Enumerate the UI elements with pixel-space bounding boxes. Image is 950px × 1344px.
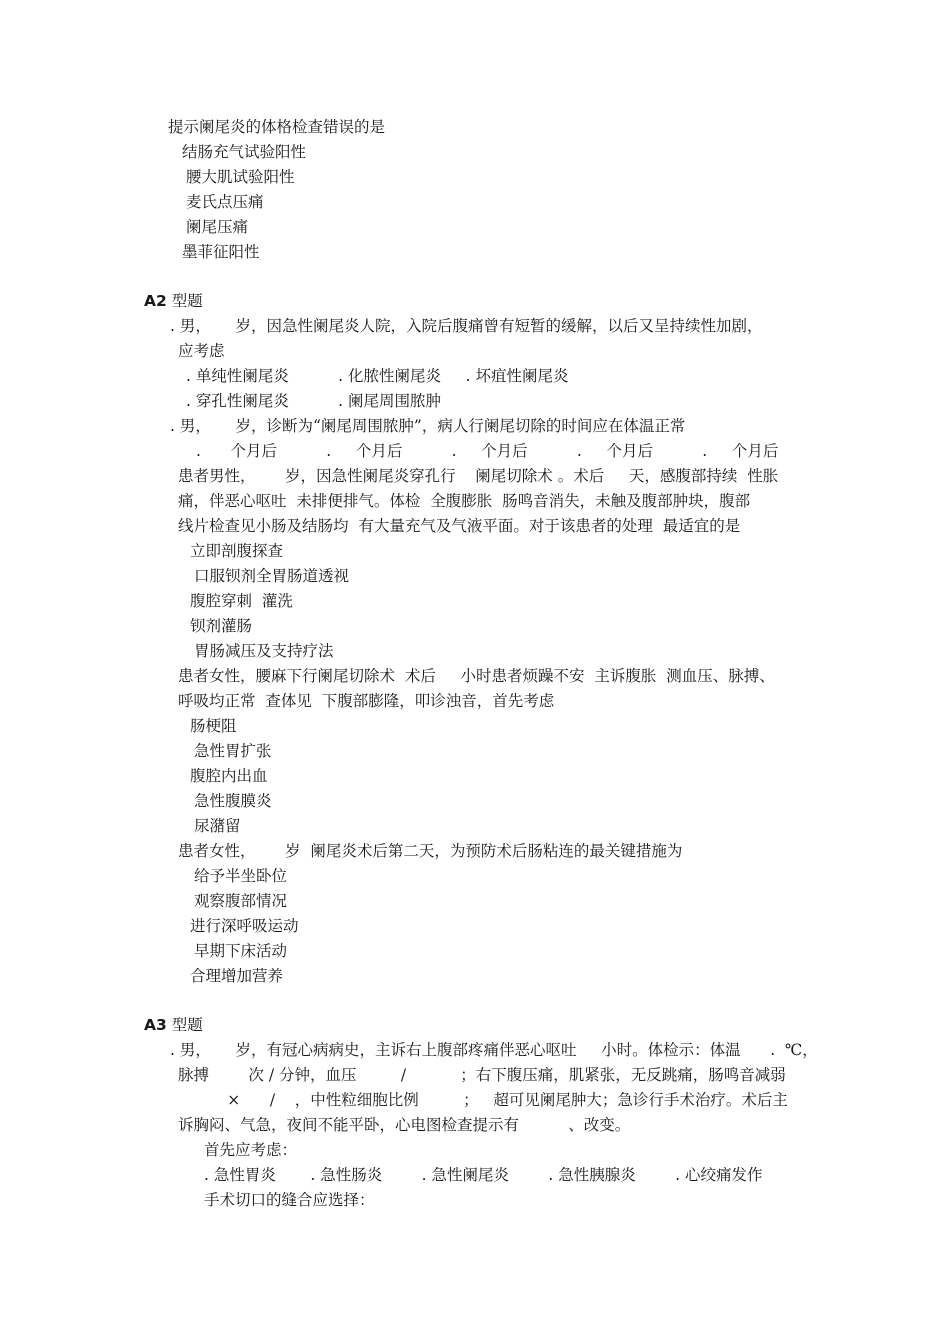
case-text: × / ，中性粒细胞比例 ； 超可见阑尾肿大；急诊行手术治疗。术后主 <box>178 1091 788 1109</box>
option-text: 结肠充气试验阳性 <box>182 143 307 161</box>
option-text: 腹腔内出血 <box>190 767 268 785</box>
question-stem: 患者男性， 岁，因急性阑尾炎穿孔行 阑尾切除术 。术后 天，感腹部持续 性胀 <box>178 467 779 485</box>
option-text: 口服钡剂全胃肠道透视 <box>194 567 350 585</box>
option-text: 观察腹部情况 <box>194 892 288 910</box>
question-stem: 呼吸均正常 查体见 下腹部膨隆，叩诊浊音，首先考虑 <box>178 692 555 710</box>
question-stem: 手术切口的缝合应选择： <box>204 1191 375 1209</box>
option-text: 墨菲征阳性 <box>182 243 260 261</box>
option-row: . 穿孔性阑尾炎 . 阑尾周围脓肿 <box>186 392 441 410</box>
option-text: 急性胃扩张 <box>194 742 272 760</box>
question-stem: . 男， 岁，因急性阑尾炎人院，入院后腹痛曾有短暂的缓解，以后又呈持续性加剧， <box>170 317 763 335</box>
question-stem: 提示阑尾炎的体格检查错误的是 <box>168 118 386 136</box>
option-text: 进行深呼吸运动 <box>190 917 299 935</box>
question-stem: 患者女性， 岁 阑尾炎术后第二天，为预防术后肠粘连的最关键措施为 <box>178 842 683 860</box>
question-stem: 线片检查见小肠及结肠均 有大量充气及气液平面。对于该患者的处理 最适宜的是 <box>178 517 741 535</box>
option-text: 阑尾压痛 <box>186 218 249 236</box>
option-text: 麦氏点压痛 <box>186 193 264 211</box>
section-heading-suffix: 型题 <box>166 1016 203 1034</box>
option-row: . 个月后 . 个月后 . 个月后 . 个月后 . 个月后 <box>196 442 779 460</box>
question-stem: 应考虑 <box>178 342 225 360</box>
option-text: 腰大肌试验阳性 <box>186 168 295 186</box>
option-text: 腹腔穿刺 灌洗 <box>190 592 293 610</box>
option-text: 给予半坐卧位 <box>194 867 288 885</box>
option-text: 胃肠减压及支持疗法 <box>194 642 334 660</box>
case-text: 诉胸闷、气急，夜间不能平卧，心电图检查提示有 、改变。 <box>178 1116 631 1134</box>
section-heading-label: A3 <box>144 1016 167 1034</box>
option-text: 尿潴留 <box>194 817 241 835</box>
option-text: 立即剖腹探查 <box>190 542 284 560</box>
section-heading-label: A2 <box>144 292 167 310</box>
option-text: 肠梗阻 <box>190 717 237 735</box>
question-stem: 痛，伴恶心呕吐 未排便排气。体检 全腹膨胀 肠鸣音消失，未触及腹部肿块，腹部 <box>178 492 751 510</box>
option-text: 急性腹膜炎 <box>194 792 272 810</box>
question-stem: 首先应考虑： <box>204 1141 298 1159</box>
option-row: . 单纯性阑尾炎 . 化脓性阑尾炎 . 坏疽性阑尾炎 <box>186 367 569 385</box>
option-text: 早期下床活动 <box>194 942 288 960</box>
section-heading-a2 <box>144 290 203 312</box>
section-heading-suffix: 型题 <box>166 292 203 310</box>
case-text: . 男， 岁，有冠心病病史，主诉右上腹部疼痛伴恶心呕吐 小时。体检示：体温 . ℃， <box>170 1041 818 1059</box>
section-heading-a3 <box>144 1014 203 1036</box>
question-stem: . 男， 岁，诊断为“阑尾周围脓肿”，病人行阑尾切除的时间应在体温正常 <box>170 417 686 435</box>
option-text: 合理增加营养 <box>190 967 284 985</box>
case-text: 脉搏 次 / 分钟，血压 / ；右下腹压痛，肌紧张，无反跳痛，肠鸣音减弱 <box>178 1066 786 1084</box>
option-row: . 急性胃炎 . 急性肠炎 . 急性阑尾炎 . 急性胰腺炎 . 心绞痛发作 <box>204 1166 763 1184</box>
question-stem: 患者女性，腰麻下行阑尾切除术 术后 小时患者烦躁不安 主诉腹胀 测血压、脉搏、 <box>178 667 775 685</box>
option-text: 钡剂灌肠 <box>190 617 253 635</box>
